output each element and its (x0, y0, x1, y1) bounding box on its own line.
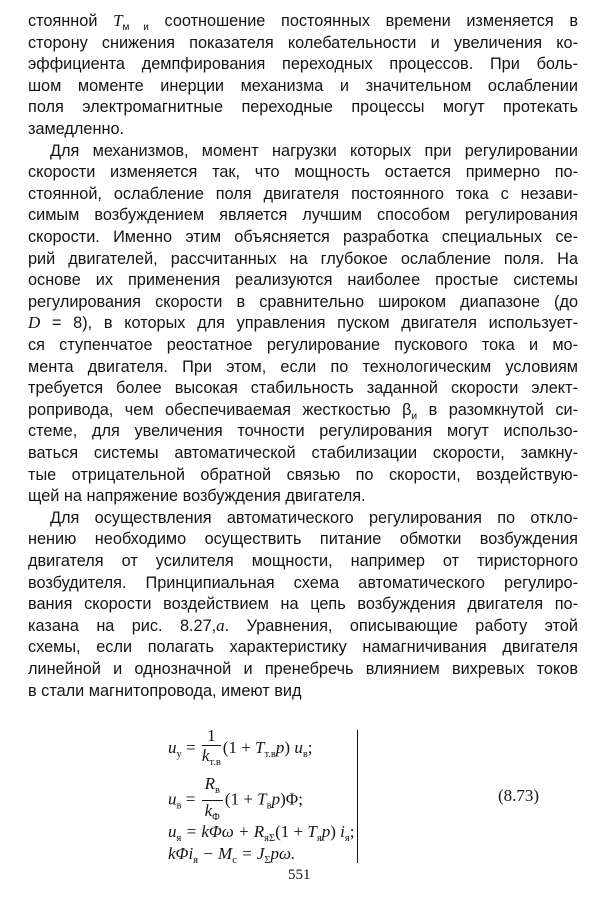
text-line (28, 312, 578, 334)
text-segment: шом моменте инерции механизма и значительном ослаблении (28, 76, 578, 95)
eq-symbol: p (271, 789, 281, 809)
text-line (28, 269, 578, 291)
text-segment: стоянной (28, 12, 114, 30)
text-segment: = 8), в которых для управления пуском двигателя использует- (40, 314, 578, 333)
eq-subscript: в (176, 800, 182, 812)
denominator: k (201, 746, 210, 765)
eq-symbol: p (321, 822, 331, 841)
text-segment: сторону снижения показателя колебательности и увеличения ко- (28, 33, 578, 52)
math-symbol: D (28, 313, 41, 333)
text-segment: основе их применения реализуются наиболее простые системы (28, 271, 578, 290)
eq-subscript: яΣ (264, 833, 276, 844)
eq-subscript: я (316, 833, 322, 844)
eq-sign: = (186, 737, 196, 757)
text-line (28, 442, 578, 464)
text-segment: скорости изменяется так, что мощность остается примерно по- (28, 163, 578, 182)
page-number: 551 (288, 867, 311, 883)
eq-subscript: в (266, 800, 272, 812)
eq-symbol: T (257, 789, 267, 809)
eq-text: )Φ; (280, 789, 303, 809)
eq-subscript: в (302, 748, 308, 760)
text-line (28, 420, 578, 442)
eq-symbol: u (168, 822, 177, 841)
text-line (28, 140, 578, 162)
equation-4 (168, 844, 295, 866)
text-segment: линейной и однозначной и пренебречь влиянием вихревых токов (28, 660, 578, 678)
eq-symbol: u (168, 737, 177, 757)
numerator: R (204, 774, 215, 793)
text-segment: схемы, если полагать характеристику намагничивания двигателя (28, 638, 578, 657)
text-line (28, 96, 578, 118)
text-segment: . Уравнения, описывающие работу этой (224, 616, 578, 635)
eq-subscript: я (344, 833, 350, 844)
text-line (28, 204, 578, 226)
math-symbol: а (216, 615, 225, 635)
text-segment: регулирования скорости в сравнительно широком диапазоне (до (28, 292, 578, 311)
equation-number: (8.73) (498, 786, 540, 805)
text-line (28, 399, 578, 421)
eq-symbol: T (255, 737, 265, 757)
text-segment: стеме, для увеличения точности регулирования могут использо- (28, 422, 578, 441)
text-line (28, 75, 578, 97)
eq-text: ) (284, 737, 295, 757)
text-segment: соотношение постоянных времени изменяется в (148, 12, 578, 30)
text-segment: скорости. Именно этим объясняется разработка специальных се- (28, 228, 578, 246)
eq-text: ; (349, 822, 355, 841)
text-segment: ваться системы автоматической стабилизации скорости, замкну- (28, 444, 578, 462)
eq-symbol: i (340, 822, 345, 841)
text-segment: вания скорости воздействием на цепь возбуждения двигателя по- (28, 595, 578, 614)
math-symbol: T (113, 11, 123, 30)
eq-symbol: R (253, 822, 265, 841)
text-line (28, 118, 578, 140)
eq-symbol: pω. (270, 844, 296, 863)
text-line (28, 53, 578, 75)
text-line (28, 658, 578, 680)
eq-sign: = (185, 789, 196, 809)
equation-system-bracket (357, 730, 358, 863)
text-line (28, 615, 578, 637)
text-line (28, 636, 578, 658)
text-segment: двигателя от усилителя мощности, например от тиристорного (28, 552, 578, 570)
text-line (28, 226, 578, 248)
eq-subscript: у (176, 748, 182, 760)
text-line (28, 291, 578, 313)
eq-symbol: − M (198, 844, 233, 863)
denominator: k (204, 801, 213, 820)
text-line (28, 528, 578, 550)
text-line (28, 464, 578, 486)
equation-1 (168, 726, 313, 772)
text-segment: симым возбуждением является лучшим способом регулирования (28, 206, 578, 225)
eq-subscript: с (232, 855, 237, 866)
text-segment: казана на рис. 8.27, (28, 616, 217, 635)
subscript: и (411, 410, 418, 422)
text-segment: возбудителя. Принципиальная схема автоматического регулиро- (28, 573, 578, 592)
eq-symbol: T (307, 822, 317, 841)
text-line (28, 550, 578, 572)
fraction (202, 774, 223, 827)
text-segment: Для осуществления автоматического регулирования по откло- (50, 508, 578, 527)
text-line (28, 248, 578, 270)
eq-symbol: p (275, 737, 285, 757)
text-segment: мента двигателя. При этом, если по технологическим условиям (28, 357, 578, 376)
subscript: м и (122, 22, 149, 33)
text-segment: в стали магнитопровода, имеют вид (28, 681, 302, 700)
text-segment: эффициента демпфирования переходных процессов. При боль- (28, 55, 578, 74)
text-segment: нению необходимо осуществить питание обмотки возбуждения (28, 530, 578, 549)
text-segment: ропривода, чем обеспечиваемая жесткостью β (28, 400, 412, 419)
eq-text: (1 + (222, 737, 256, 757)
text-line (28, 572, 578, 594)
text-segment: поля электромагнитные переходные процессы могут протекать (28, 98, 578, 117)
equation-2 (168, 774, 303, 827)
fraction (202, 726, 221, 772)
text-line (28, 161, 578, 183)
text-line (28, 593, 578, 615)
text-line (28, 485, 578, 507)
eq-symbol: u (294, 737, 303, 757)
text-line (28, 334, 578, 356)
text-line (28, 183, 578, 205)
equation-3 (168, 822, 354, 844)
text-segment: тые отрицательной обратной связью по скорости, воздействую- (28, 465, 578, 484)
eq-text: ; (307, 737, 313, 757)
eq-symbol: kΦi (168, 844, 194, 863)
numerator: 1 (202, 726, 221, 746)
text-line (28, 356, 578, 378)
text-segment: Для механизмов, момент нагрузки которых при регулировании (50, 141, 578, 160)
eq-symbol: u (168, 789, 177, 809)
eq-subscript: Φ (212, 812, 220, 823)
eq-subscript: я (193, 855, 199, 866)
text-line (28, 680, 578, 702)
text-segment: ся ступенчатое реостатное регулирование пускового тока и мо- (28, 336, 578, 354)
text-segment: в разомкнутой си- (417, 400, 578, 419)
text-line (28, 10, 578, 32)
eq-subscript: Σ (264, 855, 271, 866)
eq-subscript: т.в (209, 757, 221, 768)
text-segment: рий двигателей, рассчитанных на глубокое ослабление поля. На (28, 249, 578, 268)
eq-text: ) (330, 822, 341, 841)
text-segment: замедленно. (28, 120, 125, 138)
eq-text: = kΦω + (181, 822, 254, 841)
text-segment: требуется более высокая стабильность заданной скорости элект- (28, 379, 578, 398)
eq-subscript: в (214, 785, 220, 796)
eq-subscript: я (176, 833, 182, 844)
eq-symbol: = J (236, 844, 265, 863)
eq-subscript: т.в (264, 748, 276, 760)
eq-text: (1 + (224, 789, 258, 809)
text-line (28, 377, 578, 399)
text-line (28, 32, 578, 54)
text-line (28, 507, 578, 529)
text-segment: стоянной, ослабление поля двигателя постоянного тока с незави- (28, 184, 578, 203)
eq-text: (1 + (275, 822, 308, 841)
text-segment: щей на напряжение возбуждения двигателя. (28, 487, 366, 506)
